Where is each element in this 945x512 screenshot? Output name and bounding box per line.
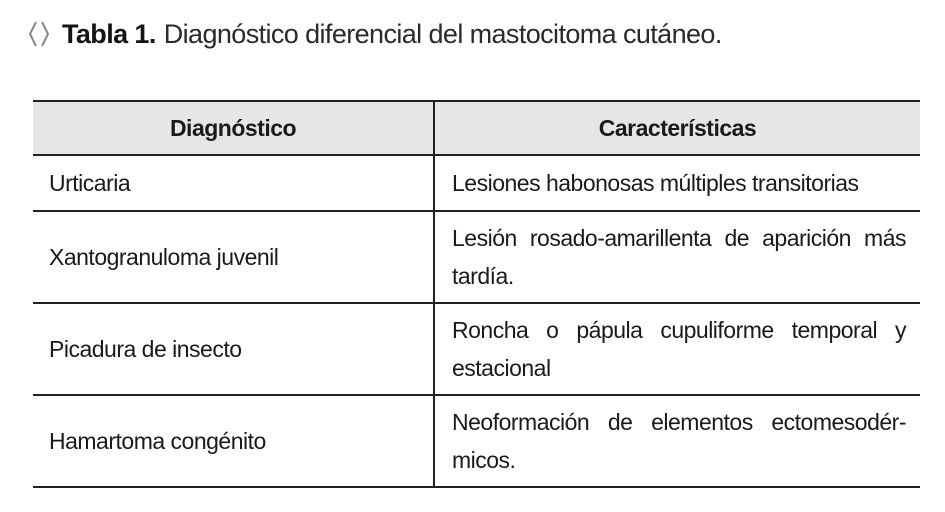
table-caption-text: Diagnóstico diferencial del mastocitoma cutáneo. <box>163 18 722 49</box>
column-header-diagnosis: Diagnóstico <box>33 101 434 155</box>
column-header-features: Características <box>434 101 920 155</box>
features-cell: Lesión rosado-amarillenta de aparición más tardía. <box>434 211 920 303</box>
diamond-outline-icon <box>28 19 50 49</box>
table-header-row <box>33 101 920 155</box>
table-row <box>33 155 920 211</box>
table-row <box>33 395 920 487</box>
table-row <box>33 211 920 303</box>
table-row <box>33 303 920 395</box>
table-caption-label: Tabla 1. <box>62 18 156 49</box>
diagnosis-cell: Hamartoma congénito <box>33 395 434 487</box>
differential-diagnosis-table <box>33 100 920 488</box>
features-cell: Lesiones habonosas múltiples transitorias <box>434 155 920 211</box>
features-cell: Roncha o pápula cupuliforme temporal y estacional <box>434 303 920 395</box>
diagnosis-cell: Urticaria <box>33 155 434 211</box>
table-caption <box>28 14 722 54</box>
diagnosis-cell: Picadura de insecto <box>33 303 434 395</box>
features-cell: Neoformación de elementos ectomesodér-micos. <box>434 395 920 487</box>
diagnosis-cell: Xantogranuloma juvenil <box>33 211 434 303</box>
